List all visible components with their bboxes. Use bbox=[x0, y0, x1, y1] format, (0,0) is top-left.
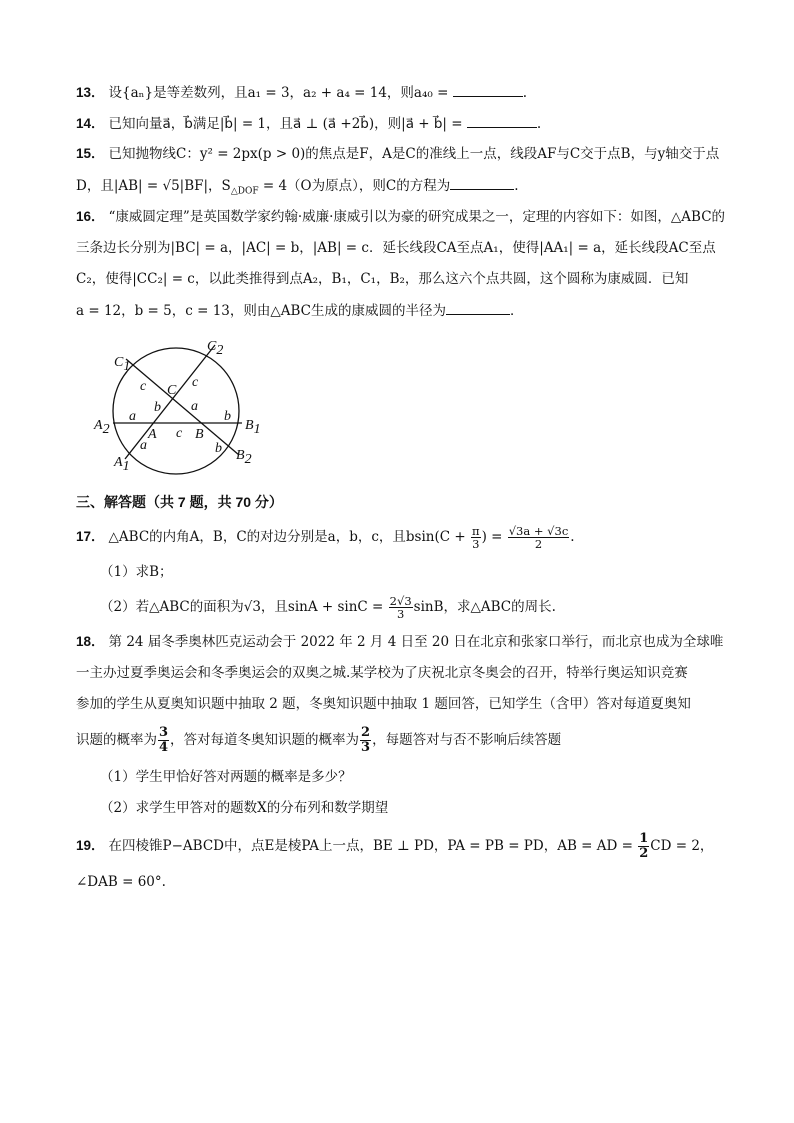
question-number: 16． bbox=[76, 209, 105, 224]
label-b1: B1 bbox=[245, 418, 261, 437]
question-15 bbox=[76, 144, 736, 164]
question-17: 17． △ABC的内角A，B，C的对边分别是a，b，c，且bsin(C + $\frac{\pi}{3}$ ) = $\frac{√3a + √3c}{2}$ . bbox=[76, 524, 575, 551]
side-label-c: c bbox=[140, 379, 147, 394]
question-text: “康威圆定理”是英国数学家约翰·威廉·康威引以为豪的研究成果之一，定理的内容如下：如图，△ABC的 bbox=[108, 209, 726, 225]
question-16 bbox=[76, 207, 736, 227]
label-c2: C2 bbox=[207, 339, 224, 358]
side-label-c: c bbox=[192, 375, 199, 390]
question-15-line-2: D，且|AB| = √5|BF|，$S_{\triangle DOF} = 4(O$为原点），则C的方程为 . bbox=[76, 175, 736, 202]
question-18-line-4: 识题的概率为 $\frac{3}{4}$ ，答对每道冬奥知识题的概率为 $\frac{2}{3}$ ，每题答对与否不影响后续答题 bbox=[76, 725, 562, 755]
fraction-rhs: $\frac{√3a + √3c}{2}$ bbox=[508, 524, 569, 551]
question-18-line-2: 一主办过夏季奥运会和冬季奥运会的双奥之城.某学校为了庆祝北京冬奥会的召开，特举行奥运知识竞赛 bbox=[76, 665, 688, 681]
label-a2: A2 bbox=[94, 418, 110, 437]
side-label-b: b bbox=[154, 400, 161, 415]
question-19: 19． 在四棱锥P−ABCD中，点E是棱PA上一点，BE ⊥ PD，PA = PB = PD，AB = AD = $\frac{1}{2}$ CD = 2， bbox=[76, 831, 714, 861]
fraction-2root3-over-3: $\frac{2√3}{3}$ bbox=[389, 594, 412, 621]
question-number: 13． bbox=[76, 85, 105, 100]
fraction-1-over-2: $\frac{1}{2}$ bbox=[639, 831, 649, 861]
fraction-pi-over-3: $\frac{\pi}{3}$ bbox=[472, 524, 480, 551]
question-number: 19． bbox=[76, 838, 105, 853]
question-16-line-4: a = 12，b = 5，c = 13，则由△ABC生成的康威圆的半径为 ． bbox=[76, 300, 736, 321]
side-label-b: b bbox=[215, 441, 222, 456]
question-17-part-1: （1）求B； bbox=[100, 564, 173, 580]
question-text: 已知向量a⃗，b⃗满足|b⃗| = 1，且a⃗ ⊥ (a⃗ +2b⃗)，则|a⃗ + b⃗| = bbox=[108, 116, 467, 132]
label-b: B bbox=[195, 427, 204, 442]
question-number: 18． bbox=[76, 634, 105, 649]
label-b2: B2 bbox=[236, 448, 252, 467]
question-19-line-2: ∠DAB = 60°. bbox=[76, 874, 166, 890]
question-18-part-2: （2）求学生甲答对的题数X的分布列和数学期望 bbox=[100, 800, 389, 816]
label-a: A bbox=[148, 427, 157, 442]
fraction-2-over-3: $\frac{2}{3}$ bbox=[361, 725, 371, 755]
label-c1: C1 bbox=[114, 355, 131, 374]
question-number: 17． bbox=[76, 529, 105, 544]
question-18: 18． 第 24 届冬季奥林匹克运动会于 2022 年 2 月 4 日至 20 日在北京和张家口举行，而北京也成为全球唯 bbox=[76, 634, 724, 650]
answer-blank bbox=[450, 175, 514, 190]
side-label-a: a bbox=[129, 409, 136, 424]
answer-blank bbox=[453, 82, 523, 97]
question-number: 15． bbox=[76, 146, 105, 161]
fraction-3-over-4: $\frac{3}{4}$ bbox=[159, 725, 169, 755]
question-text: 已知抛物线C：y² = 2px(p > 0)的焦点是F，A是C的准线上一点，线段AF与C交于点B，与y轴交于点 bbox=[108, 146, 720, 162]
question-16-line-2: 三条边长分别为|BC| = a，|AC| = b，|AB| = c．延长线段CA至点A₁，使得|AA₁| = a，延长线段AC至点 bbox=[76, 240, 716, 256]
question-13: 13． 设{aₙ}是等差数列，且a₁ = 3，a₂ + a₄ = 14，则a₄₀ = . bbox=[76, 82, 736, 103]
question-18-part-1: （1）学生甲恰好答对两题的概率是多少？ bbox=[100, 769, 352, 785]
question-text: 设{aₙ}是等差数列，且a₁ = 3，a₂ + a₄ = 14，则a₄₀ = bbox=[108, 85, 453, 101]
question-17-part-2: （2）若△ABC的面积为√3，且sinA + sinC = $\frac{2√3}{3}$ sinB，求△ABC的周长. bbox=[100, 594, 556, 621]
answer-blank bbox=[467, 113, 537, 128]
conway-circle-figure bbox=[90, 330, 280, 480]
side-label-c: c bbox=[176, 426, 183, 441]
label-a1: A1 bbox=[114, 455, 130, 474]
question-number: 14． bbox=[76, 116, 105, 131]
side-label-b: b bbox=[224, 409, 231, 424]
section-heading: 三、解答题（共 7 题，共 70 分） bbox=[76, 494, 283, 510]
label-c: C bbox=[167, 383, 177, 398]
question-16-line-3: C₂，使得|CC₂| = c，以此类推得到点A₂，B₁，C₁，B₂，那么这六个点共圆，这个圆称为康威圆．已知 bbox=[76, 271, 689, 287]
question-18-line-3: 参加的学生从夏奥知识题中抽取 2 题，冬奥知识题中抽取 1 题回答，已知学生（含甲）答对每道夏奥知 bbox=[76, 696, 691, 712]
side-label-a: a bbox=[191, 399, 198, 414]
side-label-a: a bbox=[140, 438, 147, 453]
answer-blank bbox=[446, 300, 510, 315]
question-14: 14． 已知向量a⃗，b⃗满足|b⃗| = 1，且a⃗ ⊥ (a⃗ +2b⃗)，则|a⃗ + b⃗| = . bbox=[76, 113, 736, 134]
